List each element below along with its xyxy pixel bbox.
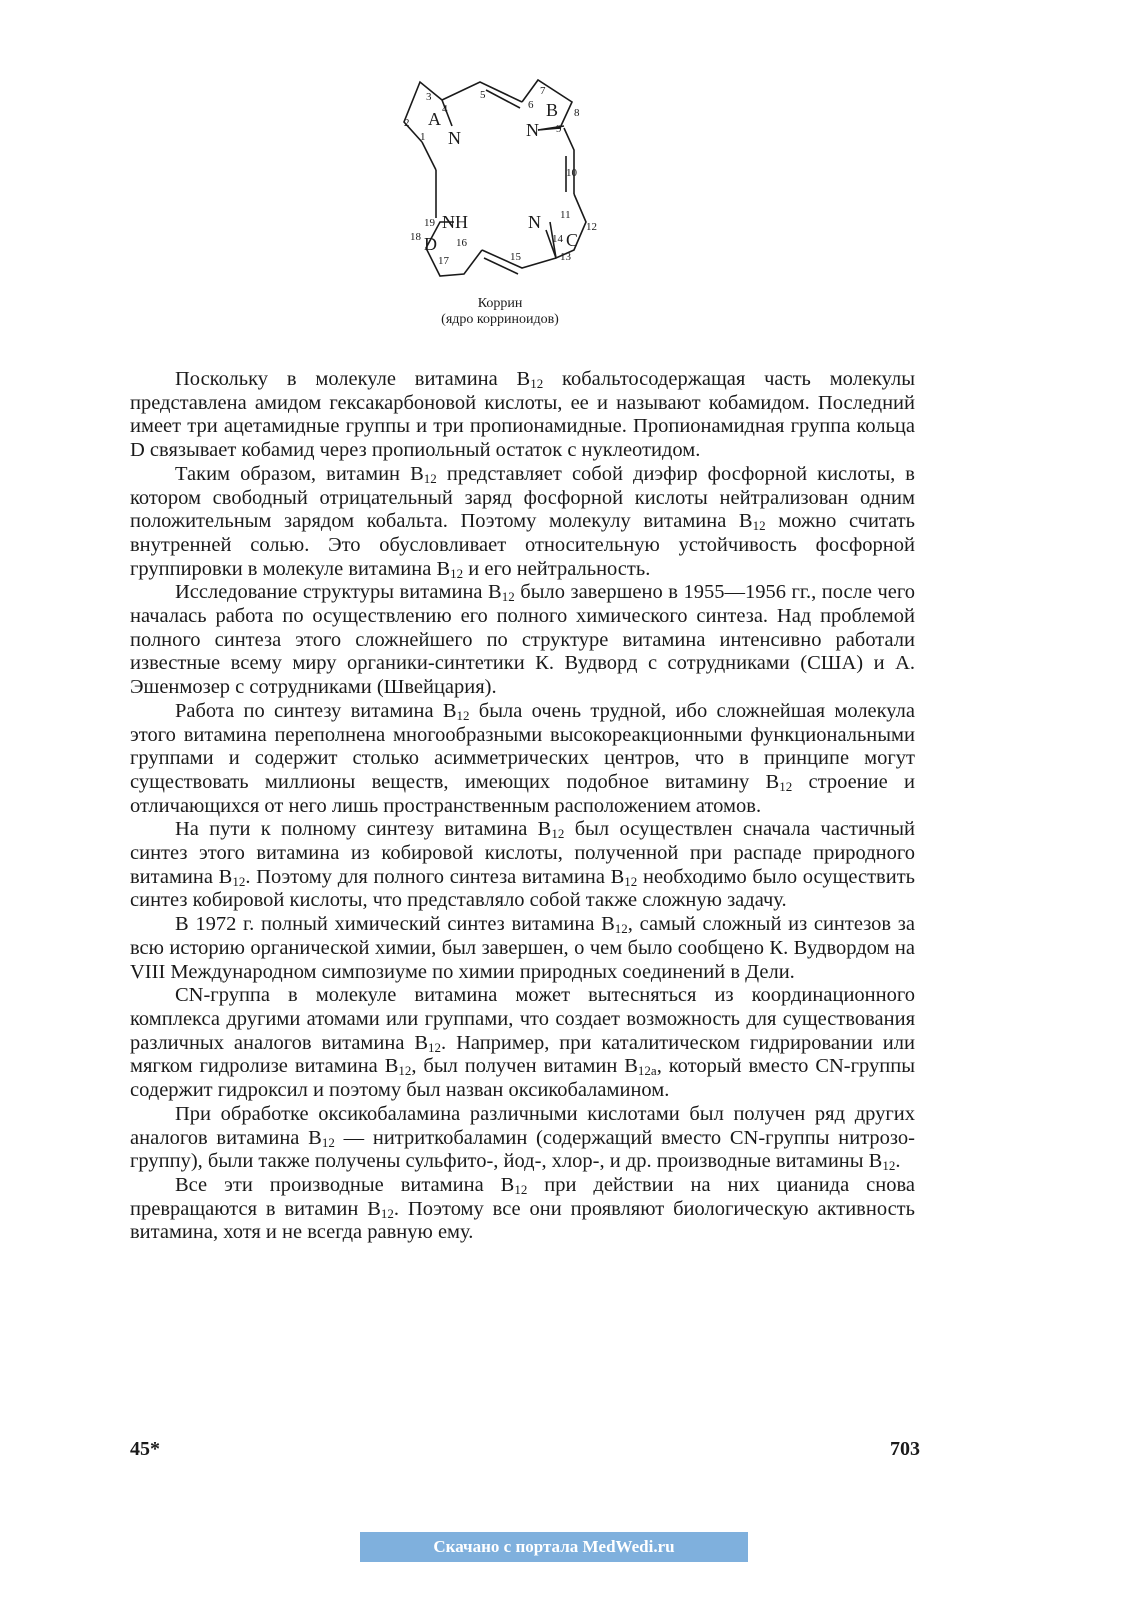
nh-label-d: NH [442, 212, 468, 232]
caption-subtitle: (ядро корриноидов) [441, 312, 559, 327]
subscript: 12 [614, 921, 628, 937]
ring-label-b: B [546, 100, 559, 120]
atom-number-10: 10 [566, 167, 577, 179]
atom-number-7: 7 [540, 85, 546, 97]
atom-number-6: 6 [528, 99, 534, 111]
atom-number-11: 11 [560, 209, 571, 221]
paragraph [130, 1103, 915, 1174]
text-run: можно считать внутренней солью. Это обусловливает относительную устойчивость фосфорной группировки в молекуле витамина В [130, 510, 915, 580]
text-run: кобальтосодержащая часть молекулы представлена амидом гексакарбоновой кислоты, ее и называют кобамидом. Последний имеет три ацетамидные группы и три пропионамидные. Пропионамидная группа кольца D связывает кобамид через пропиольный остаток с нуклеотидом. [130, 368, 916, 462]
text-run: . Поэтому для полного синтеза витамина В [245, 865, 625, 888]
text-run: при действии на них цианида снова превращаются в витамин В [130, 1173, 915, 1220]
page-number: 703 [890, 1438, 920, 1460]
text-run: Работа по синтезу витамина В [175, 699, 457, 722]
paragraph [130, 1174, 915, 1245]
nitrogen-label-c: N [528, 212, 541, 232]
subscript: 12 [423, 470, 437, 486]
subscript: 12 [624, 873, 638, 889]
atom-number-14: 14 [552, 233, 563, 245]
text-run: Все эти производные витамина В [175, 1173, 515, 1196]
subscript: 12 [514, 1181, 528, 1197]
text-run: и его нейтральность. [463, 557, 651, 580]
atom-number-15: 15 [510, 251, 521, 263]
atom-number-3: 3 [426, 91, 432, 103]
body-text [130, 368, 915, 1245]
subscript: 12 [321, 1134, 335, 1150]
subscript: 12 [752, 518, 766, 534]
text-run: , самый сложный из синтезов за всю историю органической химии, был завершен, о чем было сообщено К. Вудвордом на VIII Международном симпозиуме по химии природных соединений в Дели. [130, 913, 915, 983]
text-run: строение и отличающихся от него лишь пространственным расположением атомов. [130, 770, 916, 817]
signature-mark: 45* [130, 1438, 160, 1460]
atom-number-16: 16 [456, 237, 467, 249]
text-run: Поскольку в молекуле витамина В [175, 368, 531, 390]
subscript: 12 [530, 376, 544, 391]
paragraph [130, 463, 915, 582]
atom-number-9: 9 [556, 123, 562, 135]
atom-number-18: 18 [410, 231, 421, 243]
subscript: 12 [882, 1158, 896, 1174]
text-run: При обработке оксикобаламина различными кислотами был получен ряд других аналогов витамина В [130, 1102, 915, 1149]
subscript: 12 [779, 778, 793, 794]
paragraph [130, 913, 915, 984]
text-run: . Поэтому все они проявляют биологическую активность витамина, хотя и не всегда равную ему. [130, 1197, 915, 1244]
text-run: был осуществлен сначала частичный синтез этого витамина из кобировой кислоты, полученной при распаде природного витамина В [130, 818, 915, 888]
atom-number-2: 2 [404, 117, 410, 129]
download-watermark: Скачано с портала MedWedi.ru [360, 1532, 748, 1562]
paragraph [130, 368, 915, 463]
text-run: . [895, 1150, 901, 1173]
ring-label-c: C [566, 230, 579, 250]
atom-number-13: 13 [560, 251, 571, 263]
subscript: 12 [501, 589, 515, 605]
paragraph [130, 984, 915, 1103]
text-run: , который вместо CN-группы содержит гидроксил и поэтому был назван оксикобаламином. [130, 1055, 915, 1102]
text-run: , был получен витамин В [411, 1055, 638, 1078]
paragraph [130, 700, 915, 819]
text-run: На пути к полному синтезу витамина В [175, 818, 552, 841]
paragraph [130, 581, 915, 700]
atom-number-8: 8 [574, 107, 580, 119]
text-run: — нитриткобаламин (содержащий вместо CN-группы нитрозо-группу), были также получены сульфито-, йод-, хлор-, и др. производные витамины В [130, 1126, 915, 1173]
ring-label-a: A [428, 109, 441, 129]
nitrogen-label-a: N [448, 128, 461, 148]
text-run: Исследование структуры витамина В [175, 581, 502, 604]
subscript: 12 [398, 1063, 412, 1079]
subscript: 12а [637, 1063, 657, 1079]
text-run: В 1972 г. полный химический синтез витамина В [175, 913, 615, 936]
figure-caption [380, 296, 620, 328]
atom-number-1: 1 [420, 131, 426, 143]
subscript: 12 [428, 1039, 442, 1055]
text-run: представляет собой диэфир фосфорной кислоты, в котором свободный отрицательный заряд фосфорной кислоты нейтрализован одним положительным зарядом кобальта. Поэтому молекулу витамина В [130, 462, 915, 533]
ring-label-d: D [424, 234, 437, 254]
atom-number-17: 17 [438, 255, 449, 267]
text-run: была очень трудной, ибо сложнейшая молекула этого витамина переполнена многообразными высокореакционными функциональными группами и содержит столько асимметрических центров, что в принципе могут существовать миллионы веществ, имеющих подобное витамину В [130, 699, 915, 793]
text-run: . Например, при каталитическом гидрировании или мягком гидролизе витамина В [130, 1031, 915, 1078]
paragraph [130, 818, 915, 913]
atom-number-4: 4 [442, 103, 448, 115]
nitrogen-label-b: N [526, 120, 539, 140]
atom-number-19: 19 [424, 217, 435, 229]
text-run: CN-группа в молекуле витамина может вытесняться из координационного комплекса другими атомами или группами, что создает возможность для существования различных аналогов витамина В [130, 984, 915, 1054]
corrin-structure-figure [380, 70, 620, 320]
text-run: было завершено в 1955—1956 гг., после чего началась работа по осуществлению его полного химического синтеза. Над проблемой полного синтеза этого сложнейшего по структуре витамина интенсивно работали известные всему миру органики-синтетики К. Вудворд с сотрудниками (США) и А. Эшенмозер с сотрудниками (Швейцария). [130, 581, 916, 699]
atom-number-5: 5 [480, 89, 486, 101]
text-run: Таким образом, витамин В [175, 462, 424, 485]
subscript: 12 [380, 1205, 394, 1221]
caption-title: Коррин [477, 296, 523, 311]
text-run: необходимо было осуществить синтез кобировой кислоты, что представляло собой также сложную задачу. [130, 865, 916, 912]
subscript: 12 [456, 707, 470, 723]
subscript: 12 [551, 826, 565, 842]
atom-number-12: 12 [586, 221, 597, 233]
subscript: 12 [450, 565, 464, 581]
corrin-structure-diagram [380, 70, 620, 320]
subscript: 12 [232, 873, 246, 889]
